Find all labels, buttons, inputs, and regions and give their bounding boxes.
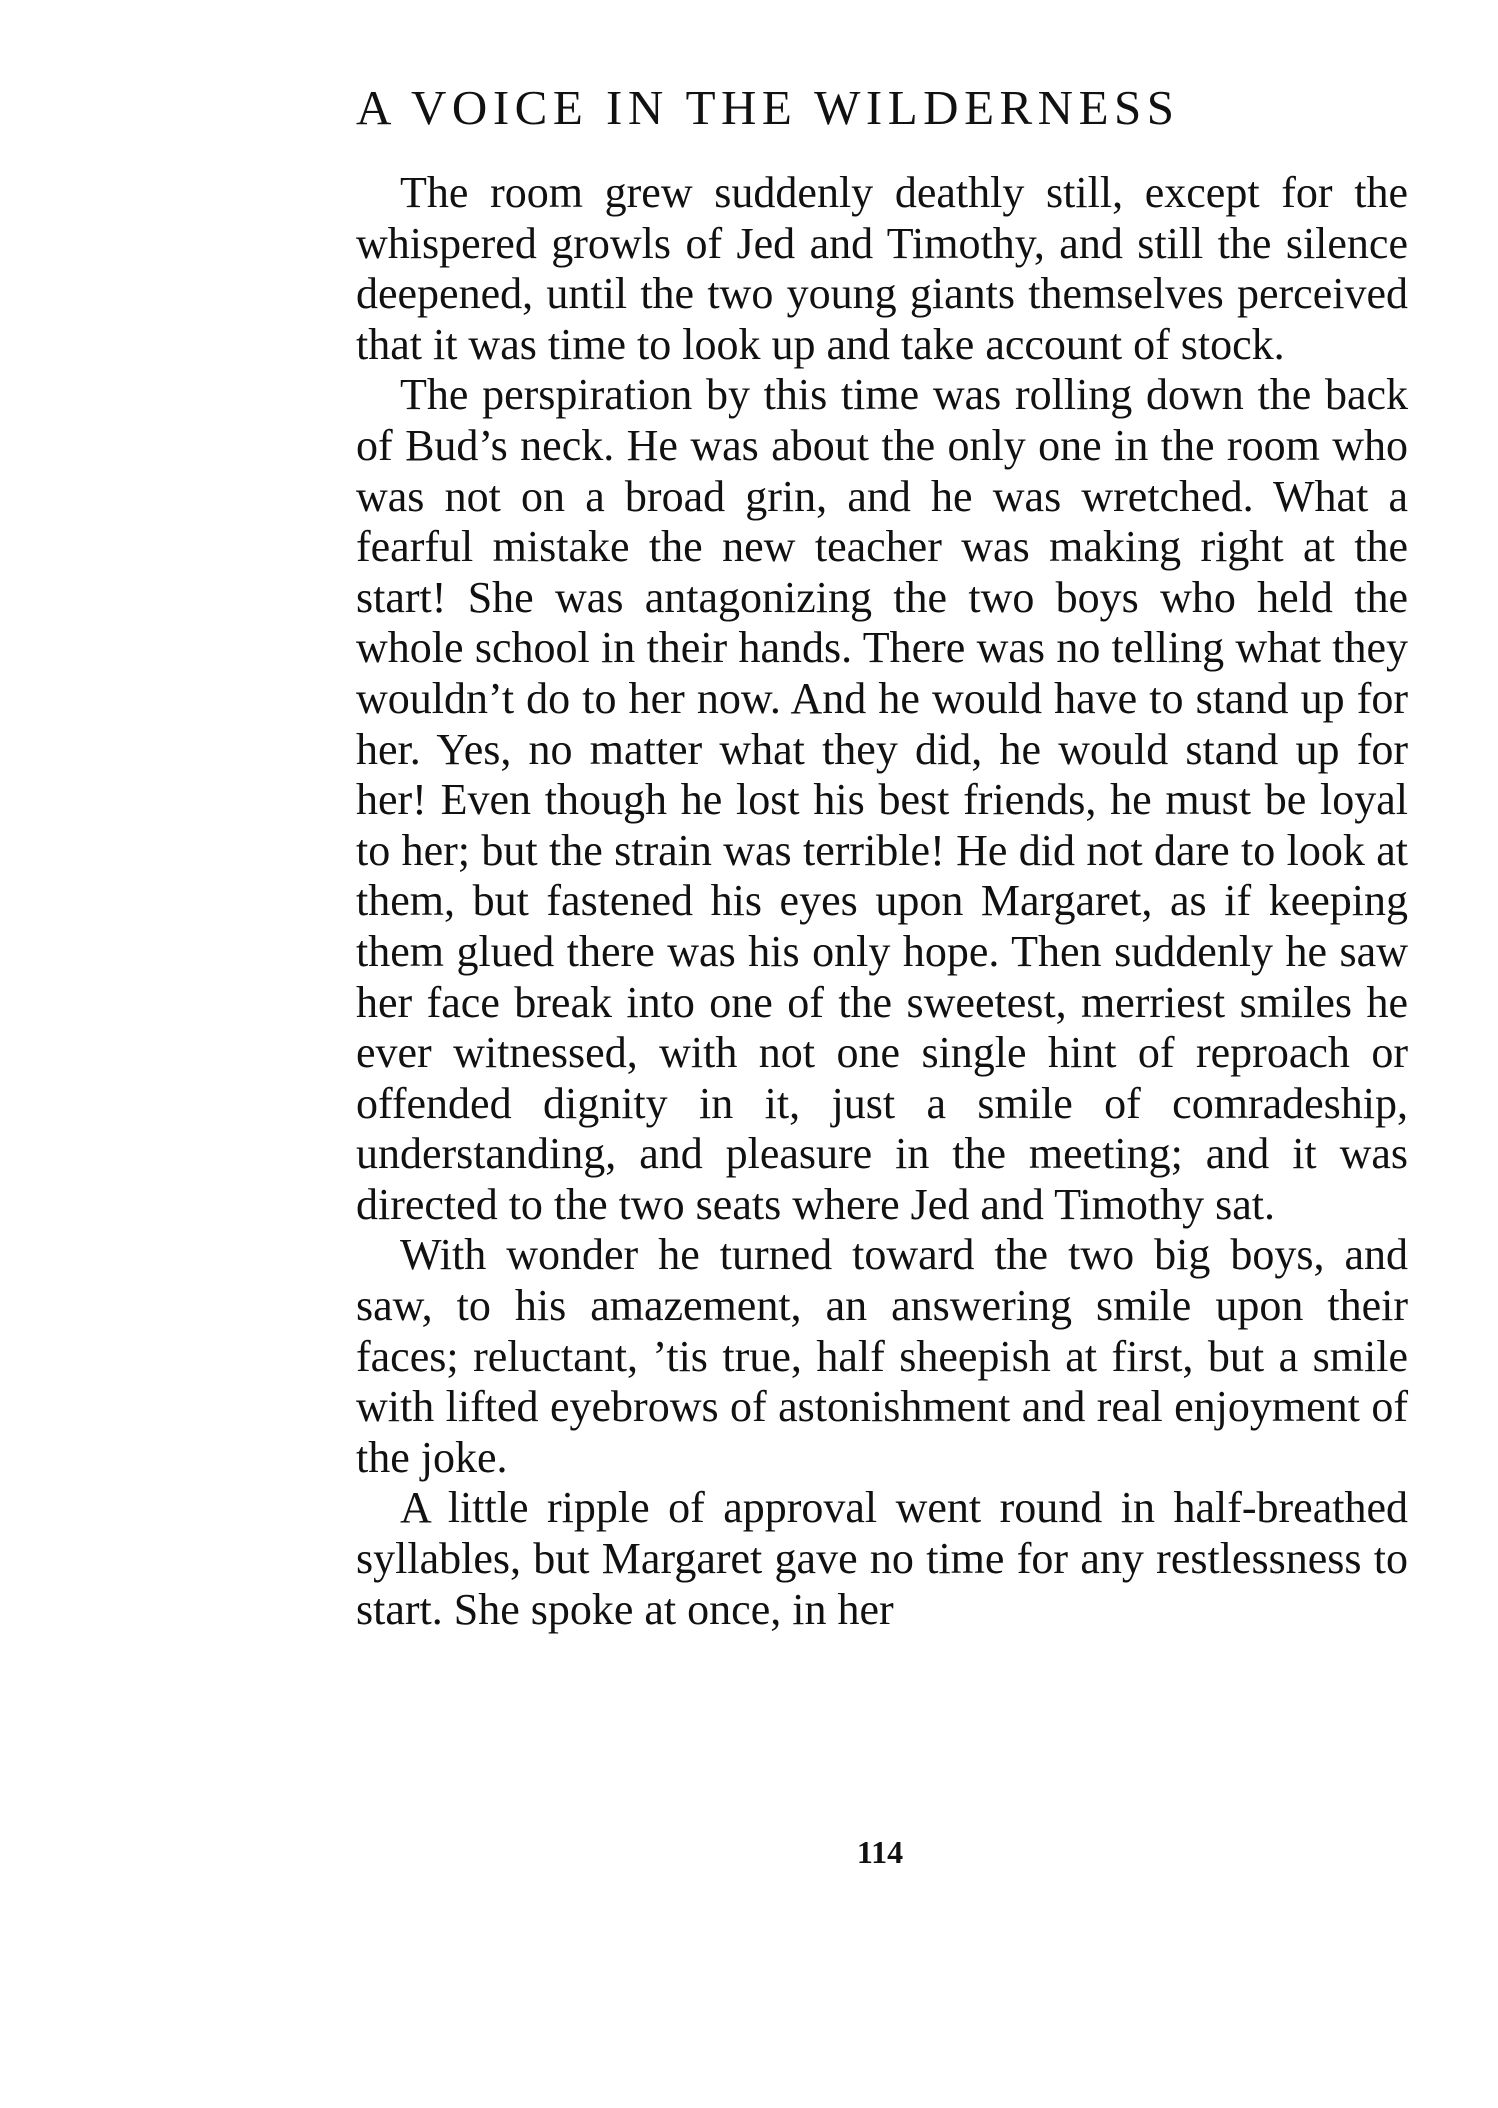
paragraph: A little ripple of approval went round in half-breathed syllables, but Margaret gave no time for any restlessness to start. She spoke at once, in her xyxy=(356,1483,1408,1634)
paragraph: The perspiration by this time was rolling down the back of Bud’s neck. He was about the only one in the room who was not on a broad grin, and he was wretched. What a fearful mistake the new teacher was making right at the start! She was antagonizing the two boys who held the whole school in their hands. There was no telling what they wouldn’t do to her now. And he would have to stand up for her. Yes, no matter what they did, he would stand up for her! Even though he lost his best friends, he must be loyal to her; but the strain was terrible! He did not dare to look at them, but fastened his eyes upon Margaret, as if keeping them glued there was his only hope. Then suddenly he saw her face break into one of the sweetest, merriest smiles he ever witnessed, with not one single hint of reproach or offended dignity in it, just a smile of comradeship, understanding, and pleasure in the meeting; and it was directed to the two seats where Jed and Timothy sat. xyxy=(356,370,1408,1229)
paragraph: With wonder he turned toward the two big boys, and saw, to his amazement, an answering smile upon their faces; reluctant, ’tis true, half sheepish at first, but a smile with lifted eyebrows of astonishment and real enjoyment of the joke. xyxy=(356,1230,1408,1482)
page-number: 114 xyxy=(856,1834,904,1870)
running-head-title: A VOICE IN THE WILDERNESS xyxy=(356,80,1180,135)
paragraph: The room grew suddenly deathly still, except for the whispered growls of Jed and Timothy, and still the silence deepened, until the two young giants themselves perceived that it was time to look up and take account of stock. xyxy=(356,168,1408,369)
body-text xyxy=(356,168,1408,1635)
